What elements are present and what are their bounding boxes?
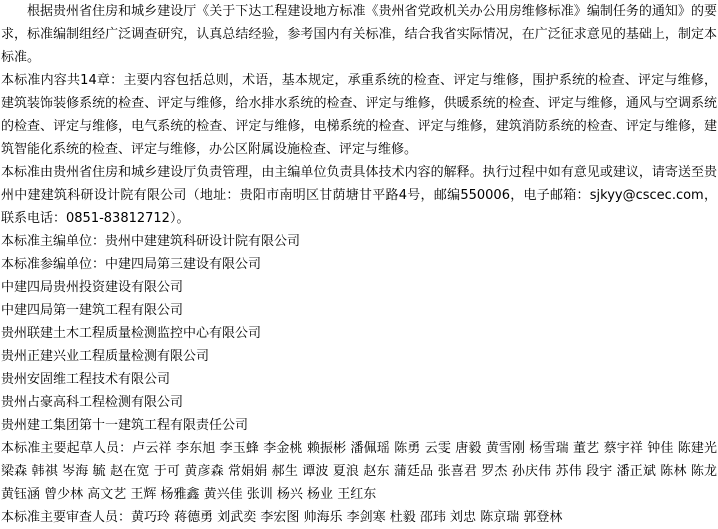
management-paragraph: 本标准由贵州省住房和城乡建设厅负责管理，由主编单位负责具体技术内容的解释。执行过程中如有意见或建议，请寄送至贵州中建建筑科研设计院有限公司（地址：贵阳市南明区甘荫塘甘平路4号，邮编550006，电子邮箱：sjkyy@cscec.com，联系电话：0851-83812712）。	[1, 165, 717, 226]
participating-unit: 本标准参编单位：中建四局第三建设有限公司	[1, 257, 262, 272]
reviewers-paragraph: 本标准主要审查人员：黄巧玲 蒋德勇 刘武奕 李宏图 帅海乐 李剑寒 杜毅 邵玮 刘忠 陈京瑞 郭登林	[1, 510, 563, 525]
participating-unit: 贵州联建土木工程质量检测监控中心有限公司	[1, 326, 262, 341]
participating-unit: 贵州正建兴业工程质量检测有限公司	[1, 349, 210, 364]
intro-paragraph: 根据贵州省住房和城乡建设厅《关于下达工程建设地方标准《贵州省党政机关办公用房维修标准》编制任务的通知》的要求，标准编制组经广泛调查研究，认真总结经验，参考国内有关标准，结合我省实际情况，在广泛征求意见的基础上，制定本标准。	[1, 4, 717, 65]
contents-paragraph: 本标准内容共14章：主要内容包括总则，术语，基本规定，承重系统的检查、评定与维修，围护系统的检查、评定与维修，建筑装饰装修系统的检查、评定与维修，给水排水系统的检查、评定与维修，供暖系统的检查、评定与维修，通风与空调系统的检查、评定与维修，电气系统的检查、评定与维修，电梯系统的检查、评定与维修，建筑消防系统的检查、评定与维修，建筑智能化系统的检查、评定与维修，办公区附属设施检查、评定与维修。	[1, 73, 717, 157]
chief-editor-unit: 本标准主编单位：贵州中建建筑科研设计院有限公司	[1, 234, 301, 249]
participating-unit: 贵州占豪高科工程检测有限公司	[1, 395, 184, 410]
participating-unit: 中建四局第一建筑工程有限公司	[1, 303, 184, 318]
drafters-paragraph: 本标准主要起草人员：卢云祥 李东旭 李玉蜂 李金桃 赖振彬 潘佩瑶 陈勇 云雯 唐毅 黄雪刚 杨雪瑞 董艺 蔡宇祥 钟佳 陈建光 梁森 韩祺 岑海 毓 赵在宽 于可 黄彦森 常娟娟 郝生 谭波 夏浪 赵东 蒲廷品 张喜君 罗杰 孙庆伟 苏伟 段宇 潘正斌 陈林 陈龙 黄钰涵 曾少林 高文艺 王辉 杨雅鑫 黄兴佳 张训 杨兴 杨业 王红东	[1, 441, 717, 502]
participating-unit: 中建四局贵州投资建设有限公司	[1, 280, 184, 295]
participating-unit: 贵州建工集团第十一建筑工程有限责任公司	[1, 418, 249, 433]
participating-unit: 贵州安固维工程技术有限公司	[1, 372, 171, 387]
